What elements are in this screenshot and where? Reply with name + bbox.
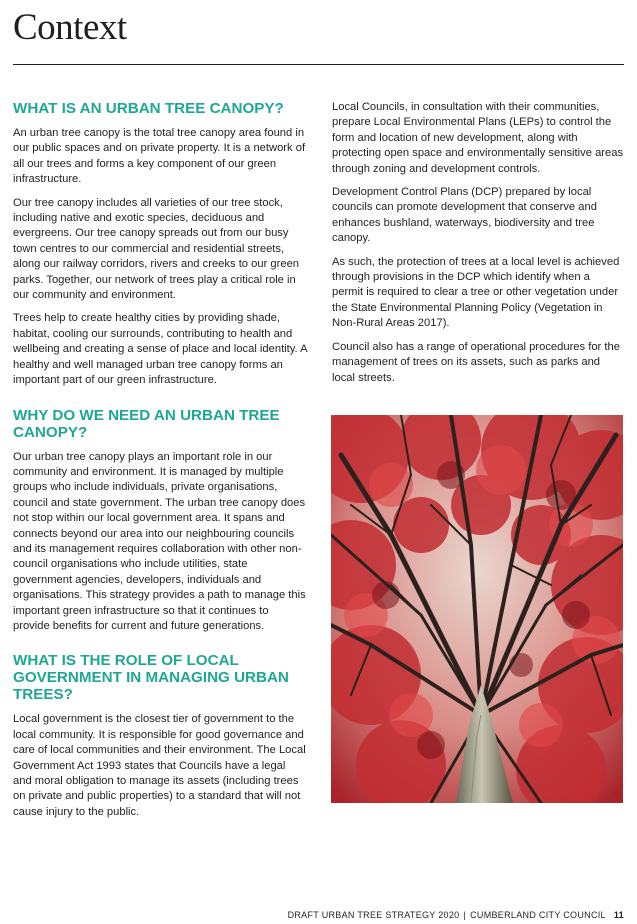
paragraph: Trees help to create healthy cities by providing shade, habitat, cooling our surrounds, contributing to health and wellbeing and creating a sense of place and local identity. A healthy and well managed urban tree canopy forms an important part of our green infrastructure. [13,312,307,387]
section-urban-tree-canopy [13,100,307,389]
paragraph: As such, the protection of trees at a local level is achieved through provisions in the DCP which identify when a permit is required to clear a tree or other vegetation under the State Environmental Planning Policy (Vegetation in Non-Rural Areas 2017). [332,255,620,330]
footer-separator: | [463,910,467,920]
page-footer [288,910,624,920]
section-heading: WHAT IS AN URBAN TREE CANOPY? [13,100,284,117]
title-divider [13,64,624,65]
footer-organisation: CUMBERLAND CITY COUNCIL [470,910,606,920]
paragraph: An urban tree canopy is the total tree canopy area found in our public spaces and on private property. It is a network of all our trees and forms a key component of our green infrastructure. [13,127,306,186]
page-number: 11 [613,910,624,920]
right-column [332,100,624,394]
paragraph: Development Control Plans (DCP) prepared by local councils can promote development that conserve and enhances bushland, waterways, biodiversity and tree canopy. [332,186,597,245]
footer-document-title: DRAFT URBAN TREE STRATEGY 2020 [287,910,460,920]
paragraph: Our tree canopy includes all varieties of our tree stock, including native and exotic species, deciduous and evergreens. Our tree canopy spreads out from our busy town centres to our commercial and residential streets, along our railway corridors, rivers and creeks to our green parks. Together, our network of trees play a critical role in our community and environment. [13,196,300,302]
paragraph: Local Councils, in consultation with their communities, prepare Local Environmental Plans (LEPs) to control the form and location of new development, along with protecting open space and environmentally sensitive areas through zoning and development controls. [332,101,624,175]
paragraph: Our urban tree canopy plays an important role in our community and environment. It is managed by multiple groups who include individuals, private organisations, council and state government. The urban tree canopy does not stop within our local government area. It spans and connects beyond our area into our neighbouring councils and its management requires collaboration with other non-council organisations who include utilities, state government agencies, developers, individuals and organisations. This strategy provides a path to manage this important green infrastructure so that it continues to provide benefits for current and future generations. [13,450,306,632]
section-why-need-canopy [13,407,307,635]
paragraph: Local government is the closest tier of government to the local community. It is responsible for good governance and care of local communities and their environment. The Local Government Act 1993 states that Councils have a legal and moral obligation to manage its assets (including trees on private and public properties) to a standard that will not cause injury to the public. [13,713,306,818]
page-title: Context [13,7,127,48]
left-column [13,100,307,828]
section-heading: WHY DO WE NEED AN URBAN TREE CANOPY? [13,406,280,441]
section-role-of-local-government [13,652,307,820]
section-heading: WHAT IS THE ROLE OF LOCAL GOVERNMENT IN MANAGING URBAN TREES? [13,652,289,704]
paragraph: Council also has a range of operational procedures for the management of trees on its assets, such as parks and local streets. [332,340,620,384]
tree-canopy-photo [331,415,623,803]
